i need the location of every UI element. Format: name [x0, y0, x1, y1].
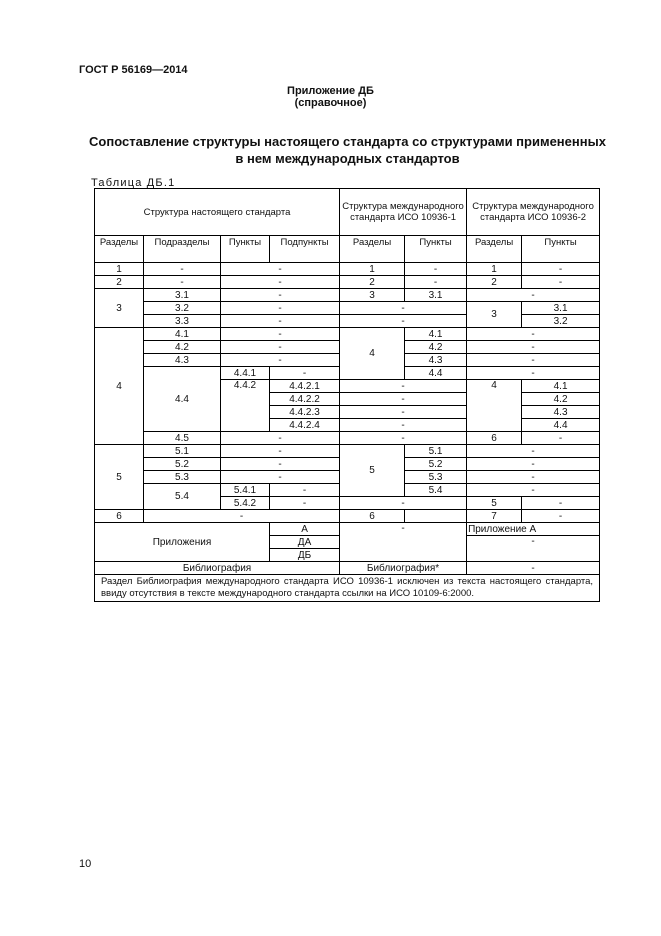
- table-row: [95, 289, 600, 302]
- table-cell: -: [340, 302, 467, 315]
- table-cell: 6: [340, 510, 405, 523]
- table-cell: 4.2: [522, 393, 600, 406]
- table-label: Таблица ДБ.1: [91, 177, 176, 189]
- subheader-cell: Пункты: [522, 236, 600, 263]
- table-cell: -: [221, 263, 340, 276]
- table-row: [95, 562, 600, 575]
- table-cell: -: [405, 263, 467, 276]
- appendix-title: Приложение ДБ: [287, 85, 374, 97]
- table-cell: -: [522, 432, 600, 445]
- table-cell: -: [340, 380, 467, 393]
- table-cell: Приложения: [95, 523, 270, 562]
- table-row: [95, 328, 600, 341]
- table-cell: 4.2: [144, 341, 221, 354]
- table-cell: 5: [95, 445, 144, 510]
- section-title-line2: в нем международных стандартов: [235, 151, 460, 166]
- table-cell: 3: [467, 302, 522, 328]
- header-iso-10936-1: Структура международного стандарта ИСО 10936-1: [340, 189, 467, 236]
- table-footnote-row: [95, 575, 600, 602]
- table-cell: 5.3: [405, 471, 467, 484]
- table-cell: 4.3: [522, 406, 600, 419]
- table-cell: -: [144, 263, 221, 276]
- table-cell: 3.2: [144, 302, 221, 315]
- table-cell: 5.3: [144, 471, 221, 484]
- table-cell: 3.1: [144, 289, 221, 302]
- table-cell: 5: [340, 445, 405, 497]
- header-own-structure: Структура настоящего стандарта: [95, 189, 340, 236]
- table-cell: 4: [95, 328, 144, 445]
- table-cell: 4.4.1: [221, 367, 270, 380]
- table-cell: 4.1: [522, 380, 600, 393]
- table-cell: 4.4: [405, 367, 467, 380]
- table-row: [95, 510, 600, 523]
- subheader-cell: Разделы: [467, 236, 522, 263]
- table-cell: ДА: [270, 536, 340, 549]
- table-cell: Библиография*: [340, 562, 467, 575]
- table-cell: 4.2: [405, 341, 467, 354]
- table-cell: 3: [95, 289, 144, 328]
- subheader-cell: Разделы: [95, 236, 144, 263]
- table-cell: 1: [95, 263, 144, 276]
- table-cell: 4.3: [144, 354, 221, 367]
- appendix-note: (справочное): [294, 97, 367, 109]
- table-row: [95, 263, 600, 276]
- table-cell: 4.4.2.2: [270, 393, 340, 406]
- table-cell: 7: [467, 510, 522, 523]
- table-row: [95, 523, 600, 536]
- table-cell: -: [221, 276, 340, 289]
- table-cell: -: [340, 523, 467, 562]
- table-cell: 6: [95, 510, 144, 523]
- table-cell: -: [270, 367, 340, 380]
- table-cell: -: [467, 367, 600, 380]
- table-cell: -: [221, 432, 340, 445]
- table-cell: 5.1: [144, 445, 221, 458]
- table-row: [95, 302, 600, 315]
- table-cell: -: [340, 432, 467, 445]
- table-cell: 6: [467, 432, 522, 445]
- table-cell: 2: [95, 276, 144, 289]
- table-cell: 5: [467, 497, 522, 510]
- table-cell: 3.1: [522, 302, 600, 315]
- page-number: 10: [79, 858, 92, 870]
- table-cell: 4: [340, 328, 405, 380]
- table-cell: -: [467, 471, 600, 484]
- subheader-cell: Разделы: [340, 236, 405, 263]
- table-cell: -: [221, 354, 340, 367]
- table-cell: -: [221, 315, 340, 328]
- table-cell: -: [467, 341, 600, 354]
- table-cell: -: [221, 328, 340, 341]
- table-row: [95, 315, 600, 328]
- table-cell: -: [144, 276, 221, 289]
- table-cell: 4.1: [144, 328, 221, 341]
- table-cell: -: [522, 497, 600, 510]
- table-cell: -: [221, 302, 340, 315]
- table-row: [95, 432, 600, 445]
- table-cell: -: [221, 458, 340, 471]
- table-row: [95, 276, 600, 289]
- subheader-cell: Пункты: [221, 236, 270, 263]
- table-cell: 2: [340, 276, 405, 289]
- table-cell: -: [467, 328, 600, 341]
- table-cell: 1: [340, 263, 405, 276]
- table-cell: 4.4.2.3: [270, 406, 340, 419]
- table-cell: -: [522, 510, 600, 523]
- table-header-row: [95, 189, 600, 236]
- subheader-cell: Пункты: [405, 236, 467, 263]
- subheader-cell: Подразделы: [144, 236, 221, 263]
- table-cell: 2: [467, 276, 522, 289]
- table-cell: 3: [340, 289, 405, 302]
- table-cell: 3.3: [144, 315, 221, 328]
- table-cell: -: [467, 458, 600, 471]
- table-cell: 4: [467, 380, 522, 432]
- table-cell: ДБ: [270, 549, 340, 562]
- table-cell: 5.1: [405, 445, 467, 458]
- table-cell: 1: [467, 263, 522, 276]
- table-cell: -: [270, 497, 340, 510]
- table-cell: 4.4.2.4: [270, 419, 340, 432]
- table-cell: -: [467, 484, 600, 497]
- table-cell: 5.4.1: [221, 484, 270, 497]
- table-cell: -: [221, 445, 340, 458]
- table-cell: -: [467, 445, 600, 458]
- table-cell: 5.4: [144, 484, 221, 510]
- table-cell: -: [144, 510, 340, 523]
- table-cell: -: [221, 471, 340, 484]
- table-cell: -: [340, 497, 467, 510]
- table-cell: Библиография: [95, 562, 340, 575]
- table-cell: 4.4: [144, 367, 221, 432]
- table-cell: [405, 510, 467, 523]
- table-cell: 4.5: [144, 432, 221, 445]
- table-cell: 5.4: [405, 484, 467, 497]
- table-subheader-row: [95, 236, 600, 263]
- table-cell: 4.4: [522, 419, 600, 432]
- table-cell: -: [340, 406, 467, 419]
- table-cell: 4.3: [405, 354, 467, 367]
- table-cell: А: [270, 523, 340, 536]
- header-iso-10936-2: Структура международного стандарта ИСО 10936-2: [467, 189, 600, 236]
- table-cell: -: [340, 393, 467, 406]
- table-cell: -: [270, 484, 340, 497]
- table-footnote: Раздел Библиография международного стандарта ИСО 10936-1 исключен из текста настоящего стандарта, ввиду отсутствия в тексте международного стандарта ссылки на ИСО 10109-6:2000.: [95, 575, 600, 602]
- table-cell: -: [467, 536, 600, 562]
- table-cell: -: [522, 276, 600, 289]
- table-cell: 5.4.2: [221, 497, 270, 510]
- table-cell: -: [467, 354, 600, 367]
- table-cell: 4.4.2: [221, 380, 270, 432]
- table-cell: -: [221, 341, 340, 354]
- section-title-line1: Сопоставление структуры настоящего стандарта со структурами примененных: [89, 134, 606, 149]
- table-cell: Приложение А: [467, 523, 600, 536]
- subheader-cell: Подпункты: [270, 236, 340, 263]
- table-cell: 3.1: [405, 289, 467, 302]
- comparison-table: [94, 188, 600, 602]
- table-cell: 4.4.2.1: [270, 380, 340, 393]
- table-cell: 4.1: [405, 328, 467, 341]
- table-row: [95, 445, 600, 458]
- document-code: ГОСТ Р 56169—2014: [79, 64, 188, 76]
- table-cell: 5.2: [405, 458, 467, 471]
- table-cell: -: [405, 276, 467, 289]
- table-cell: -: [522, 263, 600, 276]
- table-cell: 5.2: [144, 458, 221, 471]
- table-cell: -: [340, 315, 467, 328]
- table-cell: 3.2: [522, 315, 600, 328]
- table-cell: -: [221, 289, 340, 302]
- table-cell: -: [340, 419, 467, 432]
- table-cell: -: [467, 289, 600, 302]
- table-cell: -: [467, 562, 600, 575]
